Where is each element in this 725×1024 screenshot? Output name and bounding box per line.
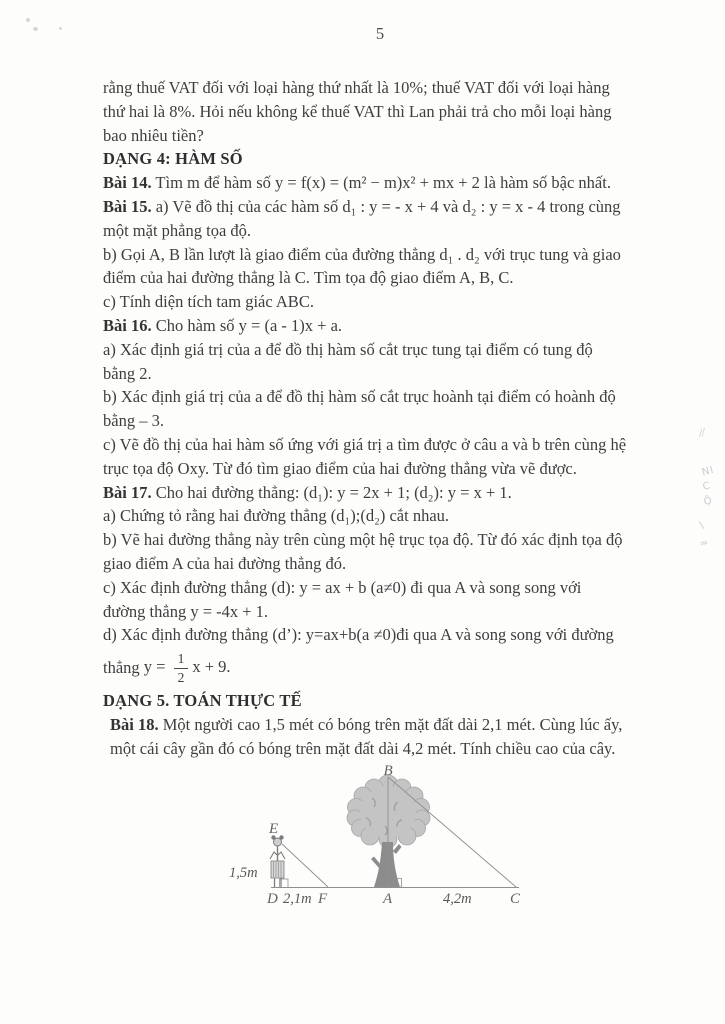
section-heading: DẠNG 4: HÀM SỐ — [103, 149, 243, 169]
formula: y = $\frac{1}{2}$ x + 9. — [143, 651, 231, 685]
label-ground-a: A — [383, 891, 393, 907]
fraction: $\frac{1}{2}$ — [174, 652, 189, 684]
bleed-mark: ≈ — [698, 536, 711, 551]
text-line: thẳng y = $\frac{1}{2}$ x + 9. — [103, 651, 231, 685]
label-tree-shadow: 4,2m — [443, 891, 472, 907]
text-line: d) Xác định đường thẳng (d’): y=ax+b(a ≠0)đi qua A và song song với đường — [103, 625, 614, 645]
text-line: bằng 2. — [103, 363, 152, 383]
text-line: một cái cây gần đó có bóng trên mặt đất dài 4,2 mét. Tính chiều cao của cây. — [110, 738, 616, 758]
text-line: bao nhiêu tiền? — [103, 125, 204, 145]
scan-speck — [26, 18, 30, 22]
problem-18-figure — [225, 760, 545, 915]
page-number: 5 — [375, 24, 385, 43]
text-line: Bài 17. Cho hai đường thẳng: (d₁): y = 2x + 1; (d₂): y = x + 1. — [103, 482, 512, 502]
problem-label: Bài 17. — [103, 482, 152, 502]
text-line: giao điểm A của hai đường thẳng đó. — [103, 553, 347, 573]
text-line: b) Gọi A, B lần lượt là giao điểm của đường thẳng d₁ . d₂ với trục tung và giao — [103, 244, 621, 264]
text-line: điểm của hai đường thẳng là C. Tìm tọa độ giao điểm A, B, C. — [103, 268, 514, 288]
text-line: Bài 14. Tìm m để hàm số y = f(x) = (m² − m)x² + mx + 2 là hàm số bậc nhất. — [103, 173, 611, 193]
tree-canopy — [347, 775, 430, 848]
bleed-mark: C — [701, 480, 713, 493]
problem-label: Bài 14. — [103, 173, 152, 193]
label-person-shadow: 2,1m — [283, 891, 312, 907]
text-line: Bài 18. Một người cao 1,5 mét có bóng trên mặt đất dài 2,1 mét. Cùng lúc ấy, — [110, 714, 623, 734]
text-line: a) Chứng tỏ rằng hai đường thẳng (d₁);(d₂) cắt nhau. — [103, 506, 450, 526]
bleed-mark: ⁄⁄ — [698, 427, 707, 440]
label-person-top: E — [269, 821, 279, 837]
text-line: Bài 15. a) Vẽ đồ thị của các hàm số d₁ : y = - x + 4 và d₂ : y = x - 4 trong cùng — [103, 196, 621, 216]
label-ground-f: F — [318, 891, 328, 907]
person-shadow-ray — [282, 844, 328, 887]
text-line: Bài 16. Cho hàm số y = (a - 1)x + a. — [103, 315, 343, 335]
bleed-mark: \ — [698, 519, 706, 532]
text-line: b) Xác định giá trị của a để đồ thị hàm số cắt trục hoành tại điểm có hoành độ — [103, 387, 616, 407]
text-line: c) Vẽ đồ thị của hai hàm số ứng với giá trị a tìm được ở câu a và b trên cùng hệ — [103, 434, 627, 454]
text-line: rằng thuế VAT đối với loại hàng thứ nhất là 10%; thuế VAT đối với loại hàng — [103, 78, 610, 97]
text-line: đường thẳng y = -4x + 1. — [103, 601, 269, 621]
label-ground-d: D — [267, 891, 278, 907]
text-line: bằng – 3. — [103, 411, 164, 431]
text-line: một mặt phẳng tọa độ. — [103, 220, 252, 240]
problem-label: Bài 15. — [103, 196, 152, 216]
text-line: a) Xác định giá trị của a để đồ thị hàm số cắt trục tung tại điểm có tung độ — [103, 339, 593, 359]
text-line: thứ hai là 8%. Hỏi nếu không kể thuế VAT thì Lan phải trả cho mỗi loại hàng — [103, 101, 612, 121]
problem-label: Bài 16. — [103, 315, 152, 335]
text-line: c) Xác định đường thẳng (d): y = ax + b (a≠0) đi qua A và song song với — [103, 577, 582, 597]
label-person-height: 1,5m — [229, 865, 258, 881]
section-heading: DẠNG 5. TOÁN THỰC TẾ — [103, 691, 302, 711]
text-line: b) Vẽ hai đường thẳng này trên cùng một hệ trục tọa độ. Từ đó xác định tọa độ — [103, 530, 623, 550]
tree-trunk — [371, 842, 402, 887]
text-line: trục tọa độ Oxy. Từ đó tìm giao điểm của hai đường thẳng vừa vẽ được. — [103, 458, 577, 478]
text-line: c) Tính diện tích tam giác ABC. — [103, 292, 314, 312]
label-tree-top: B — [383, 763, 393, 779]
problem-label: Bài 18. — [110, 714, 159, 734]
bleed-mark: Ộ — [702, 495, 715, 508]
bleed-mark: NI — [700, 464, 716, 479]
worksheet-body — [103, 76, 661, 761]
label-ground-c: C — [510, 891, 521, 907]
